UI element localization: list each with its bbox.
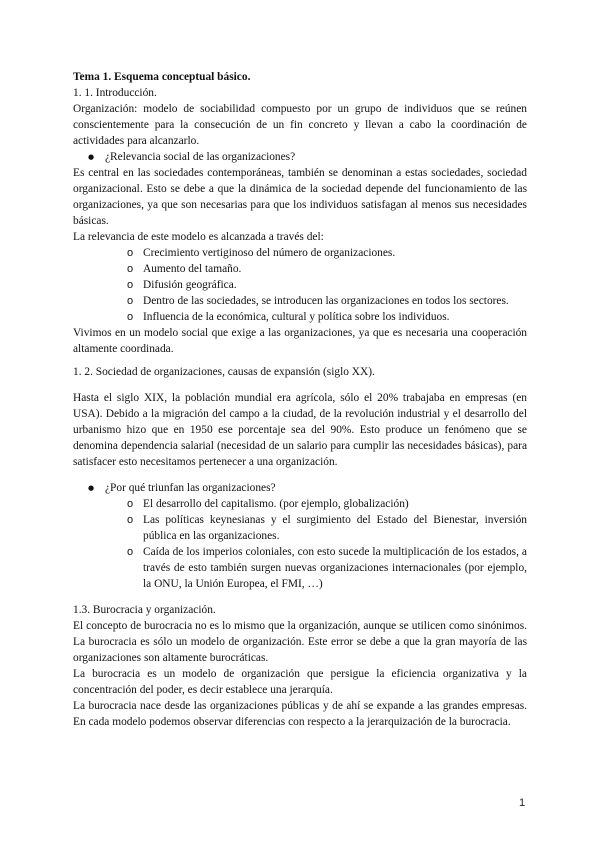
list-item: o El desarrollo del capitalismo. (por ejemplo, globalización) xyxy=(73,496,527,512)
section-3-paragraph: La burocracia nace desde las organizaciones públicas y de ahí se expande a las grandes empresas. En cada modelo podemos observar diferencias con respecto a la jerarquización de la burocracia. xyxy=(73,700,527,728)
section-1-paragraph: Organización: modelo de sociabilidad compuesto por un grupo de individuos que se reúnen conscientemente para la consecución de un fin concreto y llevan a cabo la coordinación de actividades para alcanzarlo. xyxy=(73,103,527,147)
list-item: o Crecimiento vertiginoso del número de organizaciones. xyxy=(73,245,527,261)
section-1-paragraph: Es central en las sociedades contemporáneas, también se denominan a estas sociedades, sociedad organizacional. Esto se debe a que la dinámica de la sociedad depende del funcionamiento de las organizaciones, ya que son necesarias para que los individuos satisfagan al menos sus necesidades básicas. xyxy=(73,167,527,227)
section-2-question-list xyxy=(73,480,527,496)
section-2-heading: 1. 2. Sociedad de organizaciones, causas de expansión (siglo XX). xyxy=(73,366,375,378)
document-title: Tema 1. Esquema conceptual básico. xyxy=(73,71,251,83)
page-content xyxy=(73,69,527,730)
section-2-question: ● ¿Por qué triunfan las organizaciones? xyxy=(73,480,527,496)
section-2-paragraph: Hasta el siglo XIX, la población mundial era agrícola, sólo el 20% trabajaba en empresas (en USA). Debido a la migración del campo a la ciudad, de la revolución industrial y el desarrollo del urbanismo hizo que en 1950 ese porcentaje sea del 90%. Esto produce un fenómeno que se denomina dependencia salarial (necesidad de un salario para cumplir las necesidades básicas), para satisfacer esto necesitamos pertenecer a una organización. xyxy=(73,392,527,468)
list-item: o Aumento del tamaño. xyxy=(73,261,527,277)
section-2-list xyxy=(73,496,527,592)
section-1-question: ● ¿Relevancia social de las organizaciones? xyxy=(73,149,527,165)
list-item: o Las políticas keynesianas y el surgimiento del Estado del Bienestar, inversión pública en las organizaciones. xyxy=(73,512,527,544)
section-1-question-list xyxy=(73,149,527,165)
list-item: o Difusión geográfica. xyxy=(73,277,527,293)
list-item: o Dentro de las sociedades, se introducen las organizaciones en todos los sectores. xyxy=(73,293,527,309)
list-item: o Caída de los imperios coloniales, con esto sucede la multiplicación de los estados, a través de esto también surgen nuevas organizaciones internacionales (por ejemplo, la ONU, la Unión Europea, el FMI, …) xyxy=(73,544,527,592)
section-3-paragraph: La burocracia es un modelo de organización que persigue la eficiencia organizativa y la concentración del poder, es decir establece una jerarquía. xyxy=(73,668,527,696)
section-1-heading: 1. 1. Introducción. xyxy=(73,87,157,99)
page-number: 1 xyxy=(519,797,526,809)
section-1-paragraph: Vivimos en un modelo social que exige a las organizaciones, ya que es necesaria una cooperación altamente coordinada. xyxy=(73,327,527,355)
list-item: o Influencia de la económica, cultural y política sobre los individuos. xyxy=(73,309,527,325)
section-3-paragraph: El concepto de burocracia no es lo mismo que la organización, aunque se utilicen como sinónimos. La burocracia es sólo un modelo de organización. Este error se debe a que la gran mayoría de las organizaciones son altamente burocráticas. xyxy=(73,620,527,664)
section-3-heading: 1.3. Burocracia y organización. xyxy=(73,604,216,616)
section-1-list xyxy=(73,245,527,325)
section-1-paragraph: La relevancia de este modelo es alcanzada a través del: xyxy=(73,231,324,243)
